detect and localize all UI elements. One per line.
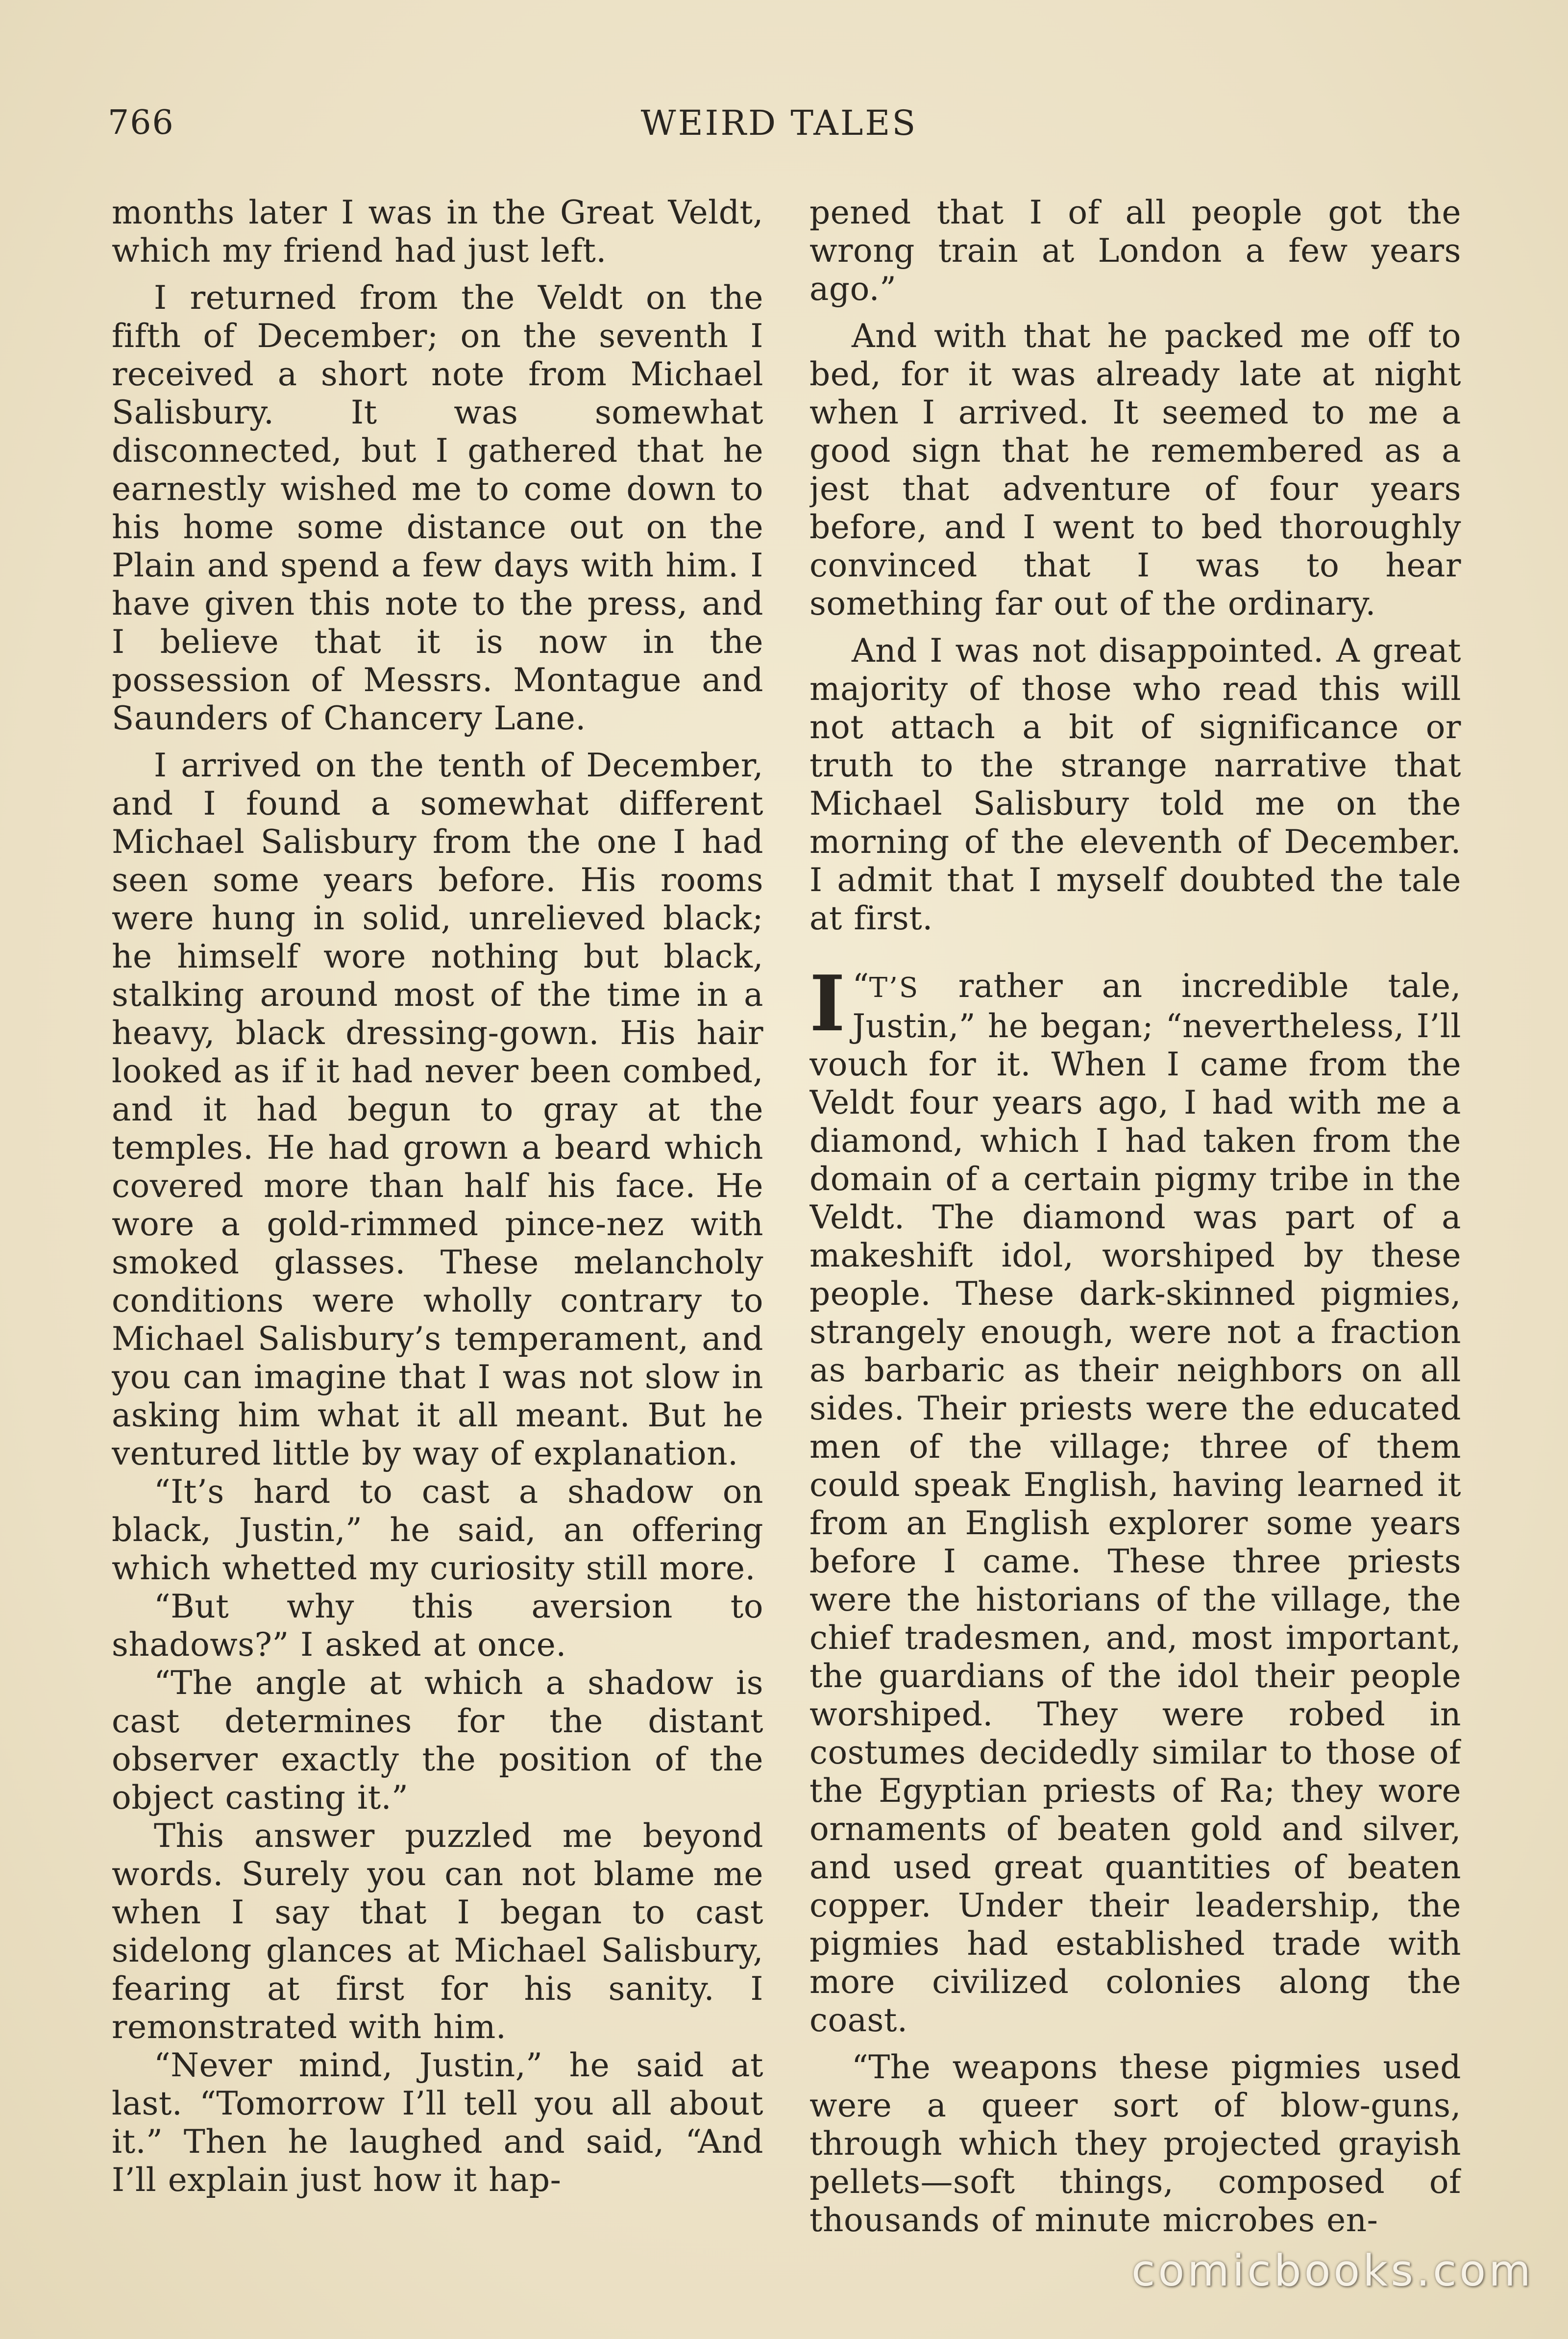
- paragraph: And I was not disappointed. A great majority of those who read this will not attach a bit of significance or truth to the strange narrative that Michael Salisbury told me on the morning of the eleventh of December. I admit that I myself doubted the tale at first.: [809, 632, 1461, 937]
- paragraph: “The weapons these pigmies used were a queer sort of blow-guns, through which they projected grayish pellets—soft things, composed of thousands of minute microbes en-: [809, 2048, 1461, 2239]
- watermark: comicbooks.com: [1131, 2245, 1534, 2296]
- paragraph: months later I was in the Great Veldt, which my friend had just left.: [112, 194, 763, 270]
- paragraph: pened that I of all people got the wrong train at London a few years ago.”: [809, 194, 1461, 308]
- right-column: [809, 194, 1461, 2242]
- small-caps-lead: T’S: [869, 972, 920, 1004]
- paragraph: And with that he packed me off to bed, for it was already late at night when I arrived. It seemed to me a good sign that he remembered as a jest that adventure of four years before, and I went to bed thoroughly convinced that I was to hear something far out of the ordinary.: [809, 317, 1461, 622]
- section-opening-paragraph: [809, 959, 1461, 2040]
- page-header: [108, 96, 1450, 150]
- drop-cap: I: [809, 959, 846, 1048]
- opening-quote: “: [852, 967, 869, 1005]
- paragraph-text: rather an incredible tale, Justin,” he began; “nevertheless, I’ll vouch for it. When I came from the Veldt four years ago, I had with me a diamond, which I had taken from the domain of a certain pigmy tribe in the Veldt. The diamond was part of a makeshift idol, worshiped by these people. These dark-skinned pigmies, strangely enough, were not a fraction as barbaric as their neighbors on all sides. Their priests were the educated men of the village; three of them could speak English, having learned it from an English explorer some years before I came. These three priests were the historians of the village, the chief tradesmen, and, most important, the guardians of the idol their people worshiped. They were robed in costumes decidedly similar to those of the Egyptian priests of Ra; they wore ornaments of beaten gold and silver, and used great quantities of beaten copper. Under their leadership, the pigmies had established trade with more civilized colonies along the coast.: [809, 967, 1461, 2039]
- paragraph: “But why this aversion to shadows?” I asked at once.: [112, 1588, 763, 1664]
- paragraph: “It’s hard to cast a shadow on black, Justin,” he said, an offering which whetted my curiosity still more.: [112, 1473, 763, 1587]
- paragraph: “Never mind, Justin,” he said at last. “Tomorrow I’ll tell you all about it.” Then he laughed and said, “And I’ll explain just how it hap-: [112, 2046, 763, 2199]
- paragraph: I returned from the Veldt on the fifth of December; on the seventh I received a short note from Michael Salisbury. It was somewhat disconnected, but I gathered that he earnestly wished me to come down to his home some distance out on the Plain and spend a few days with him. I have given this note to the press, and I believe that it is now in the possession of Messrs. Montague and Saunders of Chancery Lane.: [112, 279, 763, 737]
- running-head: WEIRD TALES: [640, 103, 918, 143]
- paragraph: I arrived on the tenth of December, and I found a somewhat different Michael Salisbury from the one I had seen some years before. His rooms were hung in solid, unrelieved black; he himself wore nothing but black, stalking around most of the time in a heavy, black dressing-gown. His hair looked as if it had never been combed, and it had begun to gray at the temples. He had grown a beard which covered more than half his face. He wore a gold-rimmed pince-nez with smoked glasses. These melancholy conditions were wholly contrary to Michael Salisbury’s temperament, and you can imagine that I was not slow in asking him what it all meant. But he ventured little by way of explanation.: [112, 746, 763, 1472]
- page-number: 766: [108, 103, 174, 142]
- paragraph: This answer puzzled me beyond words. Surely you can not blame me when I say that I began to cast sidelong glances at Michael Salisbury, fearing at first for his sanity. I remonstrated with him.: [112, 1817, 763, 2046]
- left-column: [112, 194, 763, 2242]
- paragraph: “The angle at which a shadow is cast determines for the distant observer exactly the position of the object casting it.”: [112, 1664, 763, 1816]
